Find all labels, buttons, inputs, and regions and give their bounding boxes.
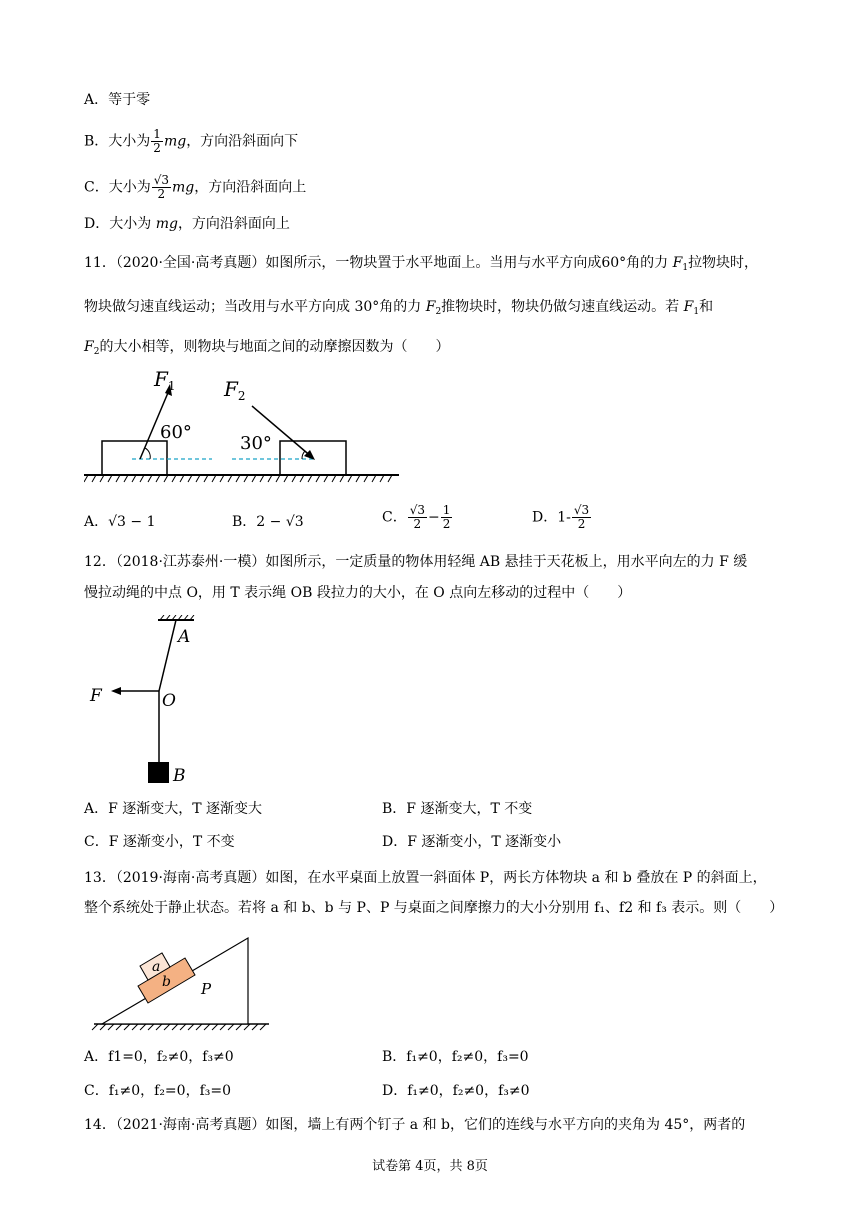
q10-option-b-numerator: 1 (153, 127, 161, 141)
q11-option-c-denominator-2: 2 (442, 517, 451, 531)
q12-stem-line-2: 慢拉动绳的中点 O，用 T 表示绳 OB 段拉力的大小，在 O 点向左移动的过程中（ ） (84, 585, 632, 601)
q10-option-d-prefix: D．大小为 (84, 216, 156, 232)
q13-label-a: a (152, 959, 161, 975)
q11-force-f2-sub: 2 (435, 307, 442, 317)
q11-figure (84, 362, 404, 487)
q11-option-c-minus: − (428, 509, 440, 526)
q11-block-left (102, 441, 167, 475)
q11-option-a-label: A． (84, 514, 109, 530)
q12-figure (84, 615, 214, 790)
q12-option-c: C．F 逐渐变小，T 不变 (84, 834, 235, 850)
q11-stem-text-2b: 推物块时，物块仍做匀速直线运动。若 (441, 299, 680, 315)
q11-option-a (84, 512, 156, 532)
q11-option-c-numerator-1: √3 (409, 503, 425, 517)
q11-fig-label-30: 30° (240, 433, 272, 454)
q11-option-c-numerator-2: 1 (442, 503, 451, 517)
q10-option-b-mg: mg (163, 133, 187, 150)
q10-option-c (84, 174, 306, 201)
q13-option-c: C．f₁≠0，f₂=0，f₃=0 (84, 1083, 232, 1099)
q11-option-c-denominator-1: 2 (413, 517, 422, 531)
q11-force-f2: F (425, 299, 436, 315)
q11-option-b-label: B． (232, 514, 257, 530)
q11-option-b (232, 512, 304, 532)
q10-option-d-mg: mg (155, 216, 178, 232)
q11-option-d-one: 1- (557, 509, 571, 526)
q11-force-f1: F (672, 255, 683, 271)
q11-option-c-label: C． (382, 509, 407, 526)
q10-option-c-fraction (152, 174, 171, 201)
q13-label-p: P (201, 980, 212, 998)
q10-option-b-fraction (151, 128, 163, 155)
q11-option-d-fraction (572, 504, 591, 531)
q10-option-d (84, 214, 290, 234)
q13-table-hatch (92, 1024, 266, 1030)
q11-force-f2-ref-sub: 2 (93, 347, 100, 357)
q11-force-f2-ref: F (84, 339, 94, 355)
q11-ground-hatch (84, 475, 399, 482)
q11-stem-line-1 (84, 253, 758, 278)
q11-fig-label-f2: $F_2$ (224, 377, 246, 403)
q11-force-f1-ref-sub: 1 (693, 307, 700, 317)
q13-option-a: A．f1=0，f₂≠0，f₃≠0 (84, 1049, 234, 1065)
q10-option-b-denominator: 2 (153, 141, 161, 155)
q13-option-b: B．f₁≠0，f₂≠0，f₃=0 (382, 1049, 529, 1065)
q12-option-d: D．F 逐渐变小，T 逐渐变小 (382, 834, 562, 850)
q11-option-d (532, 504, 592, 531)
q11-angle-arc-30 (302, 451, 305, 459)
q11-fig-label-f1: $F_1$ (154, 367, 176, 393)
q13-figure (84, 928, 274, 1033)
q12-label-f: F (90, 686, 102, 706)
page-footer: 试卷第 4页，共 8页 (372, 1159, 488, 1174)
q12-label-o: O (162, 691, 176, 711)
q12-stem-line-1: 12．（2018·江苏泰州·一模）如图所示，一定质量的物体用轻绳 AB 悬挂于天花板上，用水平向左的力 F 缓 (84, 554, 748, 570)
q11-option-c-fraction-2 (441, 504, 453, 531)
q10-option-c-prefix: C．大小为 (84, 179, 151, 196)
q13-stem-line-2: 整个系统处于静止状态。若将 a 和 b、b 与 P、P 与桌面之间摩擦力的大小分别用 f₁、f2 和 f₃ 表示。则（ ） (84, 900, 784, 916)
q13-stem-line-1: 13．（2019·海南·高考真题）如图，在水平桌面上放置一斜面体 P，两长方体物块 a 和 b 叠放在 P 的斜面上， (84, 870, 767, 886)
q10-option-b-suffix: ，方向沿斜面向下 (186, 133, 299, 150)
q12-rope-oa (159, 620, 176, 691)
q11-option-d-denominator: 2 (577, 517, 586, 531)
q11-stem-line-2 (84, 297, 713, 322)
q11-stem-text-2c: 和 (699, 299, 714, 315)
q10-option-c-denominator: 2 (157, 187, 166, 201)
q14-stem-line-1: 14．（2021·海南·高考真题）如图，墙上有两个钉子 a 和 b，它们的连线与水平方向的夹角为 45°，两者的 (84, 1117, 746, 1133)
q10-option-c-mg: mg (172, 179, 195, 196)
q11-stem-text-3: 的大小相等，则物块与地面之间的动摩擦因数为（ ） (99, 339, 450, 355)
q12-mass-block (148, 762, 169, 783)
q11-angle-arc-60 (145, 448, 150, 459)
q13-option-d: D．f₁≠0，f₂≠0，f₃≠0 (382, 1083, 530, 1099)
q10-option-b (84, 128, 298, 155)
q10-option-b-prefix: B．大小为 (84, 133, 151, 150)
q10-option-a: A．等于零 (84, 92, 151, 108)
q12-label-a: A (178, 627, 191, 647)
q11-stem-text-1b: 拉物块时， (688, 255, 759, 271)
q10-option-d-suffix: ，方向沿斜面向上 (177, 216, 290, 232)
q11-stem-line-3 (84, 337, 449, 362)
q12-option-b: B．F 逐渐变大，T 不变 (382, 801, 533, 817)
q11-stem-text-2a: 物块做匀速直线运动；当改用与水平方向成 30°角的力 (84, 299, 422, 315)
q11-force-f1-ref: F (683, 299, 694, 315)
q10-option-c-suffix: ，方向沿斜面向上 (194, 179, 307, 196)
q12-label-b: B (173, 766, 186, 786)
q11-option-b-value: 2 − √3 (256, 514, 304, 530)
q12-force-f-arrowhead (111, 687, 121, 695)
q12-option-a: A．F 逐渐变大，T 逐渐变大 (84, 801, 263, 817)
q11-stem-text-1a: 11．（2020·全国·高考真题）如图所示，一物块置于水平地面上。当用与水平方向成60°角的力 (84, 255, 669, 271)
q11-option-c-fraction-1 (408, 504, 427, 531)
q11-option-d-label: D． (532, 509, 558, 526)
q10-option-c-numerator: √3 (153, 173, 169, 187)
q11-option-c (382, 504, 453, 531)
q11-option-d-numerator: √3 (573, 503, 590, 517)
q11-option-a-value: √3 − 1 (108, 514, 156, 530)
q11-force-f1-sub: 1 (682, 263, 689, 273)
q13-label-b: b (162, 974, 171, 990)
q11-fig-label-60: 60° (160, 422, 192, 443)
